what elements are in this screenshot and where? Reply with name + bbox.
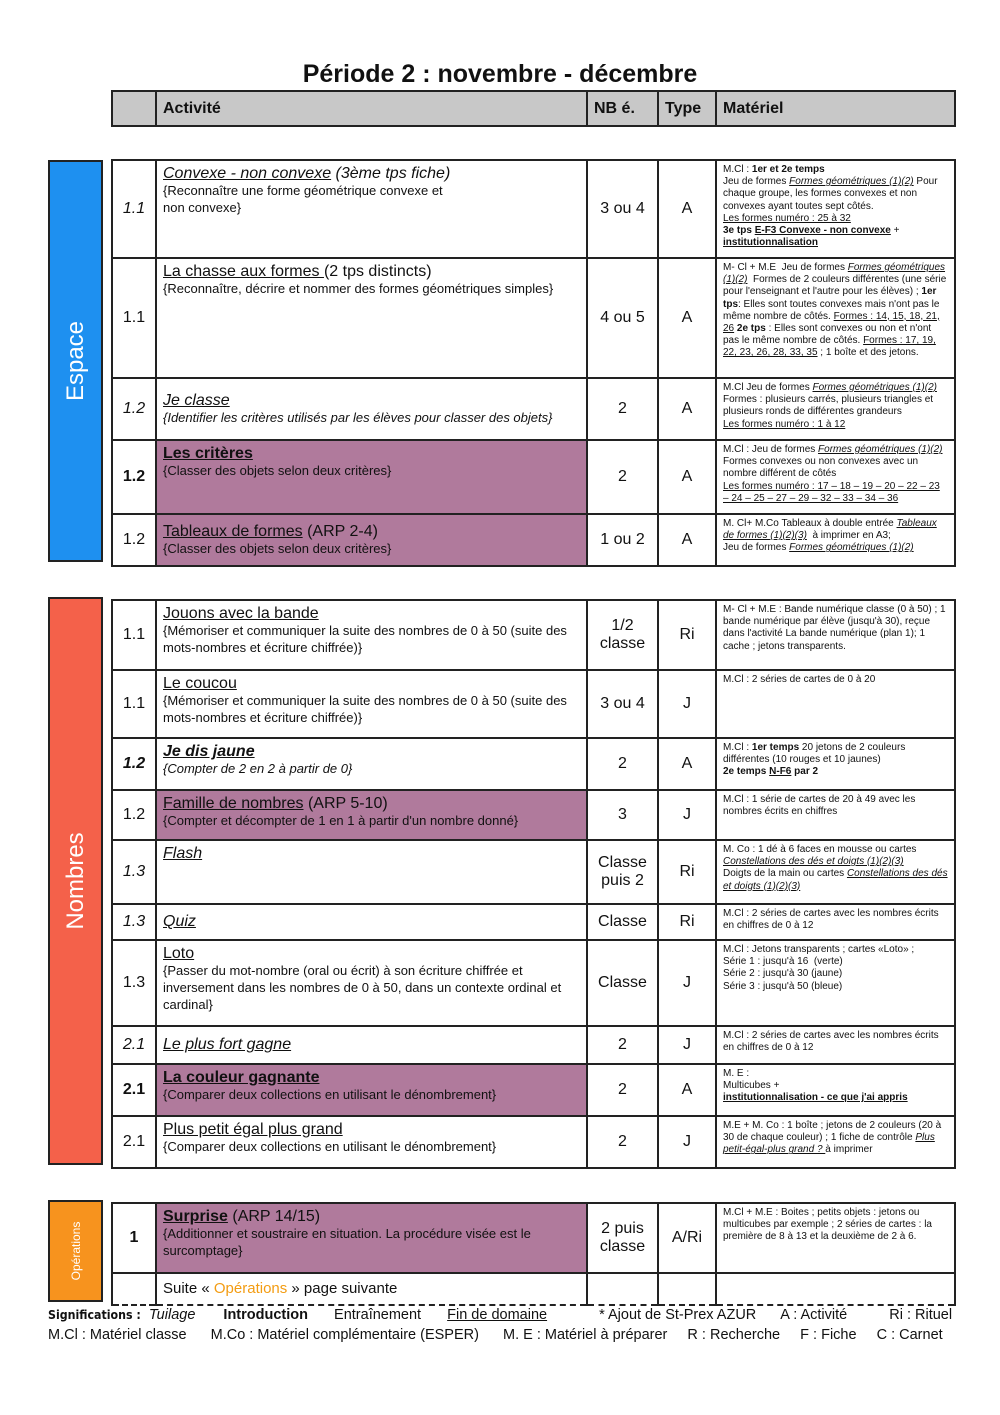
row-number: 1.3 (112, 940, 156, 1026)
table-row (112, 1026, 955, 1064)
activity-desc: {Comparer deux collections en utilisant le dénombrement} (163, 1087, 497, 1103)
activity-desc: {Compter de 2 en 2 à partir de 0} (163, 761, 353, 777)
operations-table (111, 1202, 956, 1306)
nb-cell: 2 (587, 440, 658, 514)
domain-espace (48, 160, 103, 562)
domain-operations (48, 1200, 103, 1302)
header-nb: NB é. (587, 91, 658, 126)
header-activite: Activité (156, 91, 587, 126)
type-cell: J (658, 670, 716, 738)
activity-desc: {Passer du mot-nombre (oral ou écrit) à son écriture chiffrée et inversement dans les nombres de 0 à 50, dans un contexte ordinal et cardinal} (163, 963, 562, 1012)
activity-extra: (ARP 14/15) (227, 1208, 321, 1225)
materiel-cell: M.Cl : 2 séries de cartes avec les nombres écrits en chiffres de 0 à 12 (716, 904, 955, 940)
type-cell: A (658, 440, 716, 514)
activity-name: Le coucou (163, 675, 237, 692)
table-row (112, 160, 955, 258)
activity-extra: (3ème tps fiche) (331, 165, 451, 182)
nb-cell: 2 (587, 378, 658, 440)
nb-cell: Classe puis 2 (587, 840, 658, 904)
row-number: 1.1 (112, 258, 156, 378)
suite-text-after: » page suivante (287, 1280, 398, 1297)
activity-cell (156, 790, 587, 840)
materiel-cell: M.Cl + M.E : Boites ; petits objets : jetons ou multicubes par exemple ; 2 séries de cartes : la première de 8 à 13 et la deuxième de 2 à 6. (716, 1203, 955, 1273)
activity-cell (156, 840, 587, 904)
activity-name: Plus petit égal plus grand (163, 1121, 343, 1138)
nb-cell: 2 (587, 1116, 658, 1168)
table-row (112, 378, 955, 440)
activity-name: Flash (163, 845, 203, 862)
activity-name: Les critères (163, 445, 253, 462)
nb-cell: 2 (587, 1026, 658, 1064)
suite-blank (587, 1273, 658, 1305)
nb-cell: 1 ou 2 (587, 514, 658, 566)
materiel-cell: M.E + M. Co : 1 boîte ; jetons de 2 couleurs (20 à 30 de chaque couleur) ; 1 fiche de contrôle Plus petit-égal-plus grand ? à imprimer (716, 1116, 955, 1168)
materiel-cell: M. Cl+ M.Co Tableaux à double entrée Tableaux de formes (1)(2)(3) à imprimer en A3; Jeu de formes Formes géométriques (1)(2) (716, 514, 955, 566)
activity-cell (156, 258, 587, 378)
activity-cell (156, 160, 587, 258)
table-row (112, 940, 955, 1026)
materiel-cell: M.Cl : 1 série de cartes de 20 à 49 avec les nombres écrits en chiffres (716, 790, 955, 840)
table-row (112, 1203, 955, 1273)
row-number: 1 (112, 1203, 156, 1273)
activity-desc: {Mémoriser et communiquer la suite des nombres de 0 à 50 (suite des mots-nombres et écriture chiffrée)} (163, 693, 567, 726)
legend-me: M. E : Matériel à préparer (502, 1327, 668, 1343)
activity-desc: {Comparer deux collections en utilisant le dénombrement} (163, 1139, 497, 1155)
table-row (112, 840, 955, 904)
legend-introduction: Introduction (223, 1307, 308, 1323)
activity-name: La couleur gagnante (163, 1069, 320, 1086)
type-cell: J (658, 1116, 716, 1168)
type-cell: A (658, 258, 716, 378)
type-cell: A (658, 1064, 716, 1116)
activity-name: La chasse aux formes (163, 263, 324, 280)
domain-nombres-label: Nombres (61, 832, 89, 930)
materiel-cell: M. E : Multicubes + institutionnalisation - ce que j'ai appris (716, 1064, 955, 1116)
suite-blank (658, 1273, 716, 1305)
activity-cell (156, 670, 587, 738)
suite-text-before: Suite « (163, 1280, 214, 1297)
row-number: 2.1 (112, 1116, 156, 1168)
activity-cell (156, 1203, 587, 1273)
type-cell: Ri (658, 600, 716, 670)
nb-cell: Classe (587, 904, 658, 940)
table-row (112, 670, 955, 738)
row-number: 2.1 (112, 1026, 156, 1064)
type-cell: A (658, 738, 716, 790)
row-number: 1.1 (112, 670, 156, 738)
suite-blank (716, 1273, 955, 1305)
materiel-cell: M. Co : 1 dé à 6 faces en mousse ou cartes Constellations des dés et doigts (1)(2)(3) Doigts de la main ou cartes Constellations des dés et doigts (1)(2)(3) (716, 840, 955, 904)
activity-name: Je dis jaune (163, 743, 255, 760)
legend-significations: Significations : (48, 1308, 141, 1322)
activity-cell (156, 940, 587, 1026)
nombres-table (111, 599, 956, 1169)
activity-extra: (2 tps distincts) (323, 263, 432, 280)
row-number: 1.3 (112, 904, 156, 940)
activity-cell (156, 378, 587, 440)
header-table (111, 90, 956, 127)
activity-cell (156, 904, 587, 940)
materiel-cell: M- Cl + M.E Jeu de formes Formes géométriques (1)(2) Formes de 2 couleurs différentes (une série pour l'enseignant et l'autre pour les élèves) ; 1er tps: Elles sont toutes convexes mais n'ont pas le même nombre de côtés. Formes : 14, 15, 18, 21, 26 2e tps : Elles sont convexes ou non et n'ont pas le même nombre de côtés. Formes : 17, 19, 22, 23, 26, 28, 33, 35 ; 1 boîte et des jetons. (716, 258, 955, 378)
espace-table (111, 159, 956, 567)
row-number: 2.1 (112, 1064, 156, 1116)
table-row (112, 904, 955, 940)
type-cell: A/Ri (658, 1203, 716, 1273)
row-number: 1.1 (112, 160, 156, 258)
suite-link[interactable]: Opérations (213, 1280, 288, 1297)
nb-cell: 3 ou 4 (587, 160, 658, 258)
activity-name: Loto (163, 945, 195, 962)
legend-mcl: M.Cl : Matériel classe (48, 1327, 187, 1343)
legend-mco: M.Co : Matériel complémentaire (ESPER) (210, 1327, 479, 1343)
legend-entrainement: Entraînement (334, 1307, 422, 1323)
materiel-cell: M.Cl : Jeu de formes Formes géométriques (1)(2) Formes convexes ou non convexes avec un nombre différent de côtés Les formes numéro : 17 – 18 – 19 – 20 – 22 – 23 – 24 – 25 – 27 – 29 – 32 – 33 – 34 – 36 (716, 440, 955, 514)
domain-nombres (48, 597, 103, 1165)
activity-desc: {Identifier les critères utilisés par les élèves pour classer des objets} (163, 410, 553, 426)
table-row (112, 1064, 955, 1116)
type-cell: A (658, 160, 716, 258)
activity-name: Tableaux de formes (163, 522, 303, 540)
materiel-cell: M- Cl + M.E : Bande numérique classe (0 à 50) ; 1 bande numérique par élève (jusqu'à 30), reçue dans l'activité La bande numérique (plan 1); 1 cache ; jetons transparents. (716, 600, 955, 670)
legend-tuilage: Tuilage (148, 1307, 196, 1323)
row-number: 1.3 (112, 840, 156, 904)
table-row (112, 514, 955, 566)
header-type: Type (658, 91, 716, 126)
activity-cell (156, 514, 587, 566)
type-cell: J (658, 940, 716, 1026)
table-row (112, 440, 955, 514)
table-row (112, 1273, 955, 1305)
activity-desc: {Classer des objets selon deux critères} (163, 463, 392, 479)
activity-name: Le plus fort gagne (163, 1036, 292, 1054)
activity-cell (156, 600, 587, 670)
nb-cell: 4 ou 5 (587, 258, 658, 378)
activity-cell (156, 1116, 587, 1168)
type-cell: A (658, 378, 716, 440)
nb-cell: 2 puis classe (587, 1203, 658, 1273)
table-row (112, 600, 955, 670)
activity-name: Famille de nombres (163, 795, 304, 812)
table-row (112, 258, 955, 378)
suite-cell (156, 1273, 587, 1305)
nb-cell: 1/2 classe (587, 600, 658, 670)
materiel-cell: M.Cl : Jetons transparents ; cartes «Loto» ; Série 1 : jusqu'à 16 (verte) Série 2 : jusqu'à 30 (jaune) Série 3 : jusqu'à 50 (bleue) (716, 940, 955, 1026)
materiel-cell: M.Cl Jeu de formes Formes géométriques (1)(2) Formes : plusieurs carrés, plusieurs triangles et plusieurs ronds de différentes grandeurs Les formes numéro : 1 à 12 (716, 378, 955, 440)
legend-c: C : Carnet (876, 1327, 943, 1343)
type-cell: A (658, 514, 716, 566)
row-number: 1.2 (112, 514, 156, 566)
header-materiel: Matériel (716, 91, 955, 126)
row-number: 1.2 (112, 440, 156, 514)
activity-desc: {Reconnaître une forme géométrique convexe et non convexe} (163, 183, 443, 216)
activity-cell (156, 738, 587, 790)
activity-extra: (ARP 5-10) (303, 795, 388, 812)
materiel-cell: M.Cl : 1er temps 20 jetons de 2 couleurs différentes (10 rouges et 10 jaunes) 2e temps N-F6 par 2 (716, 738, 955, 790)
row-number: 1.2 (112, 378, 156, 440)
type-cell: Ri (658, 840, 716, 904)
legend-ri: Ri : Rituel (889, 1307, 953, 1323)
activity-desc: {Compter et décompter de 1 en 1 à partir d'un nombre donné} (163, 813, 519, 829)
table-row (112, 790, 955, 840)
nb-cell: Classe (587, 940, 658, 1026)
activity-name: Je classe (163, 391, 230, 409)
materiel-cell: M.Cl : 2 séries de cartes de 0 à 20 (716, 670, 955, 738)
activity-extra: (ARP 2-4) (302, 522, 378, 540)
legend-ajout: * Ajout de St-Prex AZUR (599, 1307, 757, 1323)
page-title: Période 2 : novembre - décembre (302, 60, 698, 88)
activity-desc: {Reconnaître, décrire et nommer des formes géométriques simples} (163, 281, 554, 297)
legend-a: A : Activité (780, 1307, 848, 1323)
activity-cell (156, 1026, 587, 1064)
legend-f: F : Fiche (800, 1327, 857, 1343)
activity-cell (156, 1064, 587, 1116)
table-row (112, 1116, 955, 1168)
type-cell: J (658, 790, 716, 840)
nb-cell: 3 (587, 790, 658, 840)
activity-desc: {Mémoriser et communiquer la suite des nombres de 0 à 50 (suite des mots-nombres et écriture chiffrée)} (163, 623, 567, 656)
materiel-cell: M.Cl : 1er et 2e temps Jeu de formes Formes géométriques (1)(2) Pour chaque groupe, les formes convexes et non convexes ayant toutes sept côtés. Les formes numéro : 25 à 32 3e tps E-F3 Convexe - non convexe + institutionnalisation (716, 160, 955, 258)
type-cell: J (658, 1026, 716, 1064)
row-number: 1.2 (112, 790, 156, 840)
activity-desc: {Classer des objets selon deux critères} (163, 541, 392, 557)
activity-desc: {Additionner et soustraire en situation. La procédure visée est le surcomptage} (163, 1226, 531, 1259)
legend-r: R : Recherche (687, 1327, 781, 1343)
legend-fin: Fin de domaine (447, 1307, 548, 1323)
type-cell: Ri (658, 904, 716, 940)
materiel-cell: M.Cl : 2 séries de cartes avec les nombres écrits en chiffres de 0 à 12 (716, 1026, 955, 1064)
table-row (112, 738, 955, 790)
legend-line-2 (48, 1327, 958, 1343)
domain-operations-label: Opérations (68, 1221, 83, 1281)
legend-line-1 (48, 1307, 958, 1323)
activity-name: Surprise (163, 1208, 228, 1225)
nb-cell: 2 (587, 738, 658, 790)
nb-cell: 3 ou 4 (587, 670, 658, 738)
activity-name: Quiz (163, 913, 196, 931)
suite-blank (112, 1273, 156, 1305)
row-number: 1.1 (112, 600, 156, 670)
nb-cell: 2 (587, 1064, 658, 1116)
activity-name: Jouons avec la bande (163, 605, 319, 622)
row-number: 1.2 (112, 738, 156, 790)
header-blank (112, 91, 156, 126)
activity-name: Convexe - non convexe (163, 165, 332, 182)
domain-espace-label: Espace (61, 320, 89, 402)
activity-cell (156, 440, 587, 514)
